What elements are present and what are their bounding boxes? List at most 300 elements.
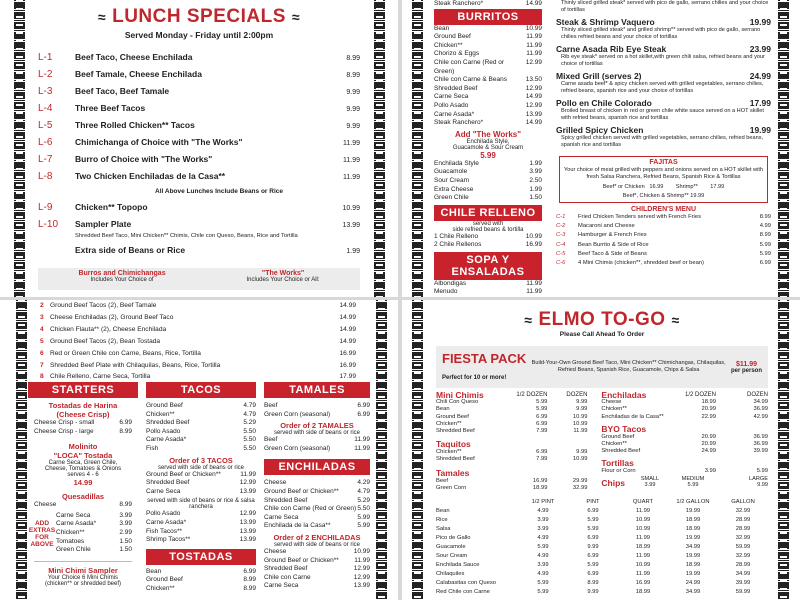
cell: 34.99 — [735, 571, 751, 578]
lunch-specials-panel — [0, 0, 398, 297]
item-name: Albondigas — [434, 279, 467, 287]
item-code: C-1 — [556, 214, 566, 220]
relleno-desc: served with — [472, 220, 504, 227]
item-name: Sampler Plate — [75, 219, 132, 229]
item-price: 5.50 — [243, 427, 256, 435]
menu-row — [146, 428, 256, 437]
works-desc: Enchilada Style, — [466, 138, 510, 145]
mini-chimis-list — [436, 399, 587, 435]
dish-row — [556, 17, 771, 27]
steak-ranchero-row: Steak Ranchero* 14.99 — [434, 0, 542, 7]
item-name: Ground Beef — [434, 33, 471, 41]
cell: 19.99 — [685, 553, 701, 560]
item-price: 13.99 — [353, 582, 370, 590]
item-price: 12.99 — [353, 565, 370, 573]
cell: 29.99 — [572, 477, 588, 484]
menu-row — [264, 411, 370, 420]
molinito-price: 14.99 — [73, 478, 93, 488]
greek-key-border — [778, 0, 789, 297]
menu-row — [146, 471, 256, 480]
cell: 28.99 — [735, 517, 751, 524]
cell: 16.99 — [635, 580, 651, 587]
cell: Sour Cream — [436, 553, 468, 560]
cell: 9.99 — [576, 449, 588, 456]
cell: 4.99 — [537, 553, 549, 560]
cell: Pico de Gallo — [436, 535, 471, 542]
cell: 4.99 — [537, 571, 549, 578]
cell: 32.99 — [572, 484, 588, 491]
cell: 20.99 — [701, 441, 716, 448]
item-name: 2 Chile Rellenos — [434, 241, 482, 249]
item-code: L-3 — [38, 86, 53, 97]
item-price: 3.99 — [119, 511, 132, 519]
extras-list — [56, 512, 138, 555]
item-price: 8.99 — [759, 214, 771, 220]
cell: 28.99 — [735, 562, 751, 569]
cell: 24.99 — [685, 580, 701, 587]
combo-row — [40, 312, 356, 324]
combo-number: 3 — [40, 313, 44, 321]
item-name: Three Rolled Chicken** Tacos — [75, 120, 195, 130]
cell: 39.99 — [753, 448, 768, 455]
taquitos-list — [436, 449, 587, 463]
item-price: 13.99 — [239, 487, 256, 495]
menu-row — [264, 574, 370, 583]
item-price: 11.99 — [354, 436, 370, 444]
lunch-row — [38, 202, 360, 219]
tostadas-harina-title: Tostadas de Harina — [48, 401, 118, 410]
cell: 6.99 — [587, 571, 599, 578]
dish-name: Grilled Spicy Chicken — [556, 125, 644, 135]
menu-row — [146, 479, 256, 488]
cell: Ground Beef — [436, 413, 469, 420]
item-name: Two Chicken Enchiladas de la Casa** — [75, 171, 226, 181]
item-name: Steak Ranchero* — [434, 119, 484, 127]
item-price: 6.99 — [357, 410, 370, 418]
cell: 10.99 — [572, 456, 588, 463]
dish-row — [556, 98, 771, 108]
item-price: 14.99 — [525, 119, 542, 127]
item-code: C-4 — [556, 241, 566, 248]
combo-number: 8 — [40, 373, 44, 381]
item-price: 1.50 — [119, 546, 132, 554]
enchiladas-list — [264, 479, 370, 531]
cell: Bean — [436, 508, 450, 515]
cell: Chilaquiles — [436, 571, 465, 578]
item-price: 11.99 — [343, 140, 360, 147]
combo-row — [40, 336, 356, 348]
works-price: 5.99 — [480, 150, 496, 160]
cell: 18.99 — [635, 544, 651, 551]
cell: Enchilada Sauce — [436, 562, 480, 569]
cell: 6.99 — [536, 413, 548, 420]
cell: 9.99 — [576, 406, 588, 413]
menu-row — [434, 85, 542, 94]
item-price: 8.99 — [346, 55, 360, 62]
kids-row — [556, 213, 771, 222]
menu-row — [264, 436, 370, 445]
works-title: Add "The Works" — [454, 129, 522, 139]
lunch-row — [38, 120, 360, 137]
menu-row — [146, 419, 256, 428]
lunch-row — [38, 171, 360, 188]
menu-row — [264, 557, 370, 566]
order-2-enchiladas-title: Order of 2 ENCHILADAS — [273, 532, 361, 542]
item-price: 13.99 — [239, 518, 256, 526]
combo-name: Red or Green Chile con Carne, Beans, Rice, Tortilla — [50, 349, 201, 357]
cell: 11.99 — [635, 571, 651, 578]
cell: 59.99 — [735, 589, 751, 596]
menu-row — [264, 497, 370, 506]
scroll-ornament-icon: ≈ — [97, 8, 107, 25]
item-name: Chicken** — [56, 528, 85, 536]
dish-name: Carne Asada Rib Eye Steak — [556, 44, 667, 54]
cell: 34.99 — [753, 399, 768, 406]
cell: 19.99 — [685, 571, 701, 578]
item-price: 12.99 — [239, 479, 256, 487]
cell: 36.99 — [753, 433, 768, 440]
cell: 34.99 — [685, 589, 701, 596]
menu-row — [434, 25, 542, 34]
item-code: L-8 — [38, 171, 53, 182]
lunch-subtitle: Served Monday - Friday until 2:00pm — [124, 30, 274, 40]
menu-row — [34, 419, 132, 428]
cell: 4.99 — [537, 508, 549, 515]
item-price: 1.99 — [529, 185, 542, 193]
item-name: Carne Asada* — [56, 520, 97, 528]
burritos-panel — [402, 0, 800, 297]
scroll-ornament-icon: ≈ — [671, 311, 680, 328]
item-price: 9.99 — [346, 123, 360, 130]
item-name: Tomatoes — [56, 537, 85, 545]
cell: Guacamole — [436, 544, 466, 551]
cell: 9.99 — [587, 544, 599, 551]
to-go-right: Enchiladas 1/2 DOZEN DOZEN Cheese 18.99 34.99 Chicken** 20.99 36.99 Enchiladas de la Casa** 22.99 42.99 BYO Tacos Ground Beef 20.99 36.99 Chicken** 20.99 36.99 Shredded Beef 24.99 39.99 Tortillas Flour or Corn 3.99 5.99 Chips SMALL 3.99 MEDIUM 5.99 LARGE 9.99 — [601, 390, 768, 488]
item-name: Extra Cheese — [434, 185, 474, 193]
item-price: 5.29 — [243, 419, 256, 427]
menu-row — [264, 565, 370, 574]
tostadas-list — [146, 568, 256, 594]
cell: 5.99 — [587, 562, 599, 569]
cell: 11.99 — [635, 553, 651, 560]
kids-row — [556, 259, 771, 268]
scroll-ornament-icon: ≈ — [291, 8, 301, 25]
item-name: Burro of Choice with "The Works" — [75, 154, 213, 164]
fiesta-desc: Build-Your-Own Ground Beef Taco, Mini Chicken** Chimichangas, Chilaquilas, Refried Beans, Spanish Rice, Guacamole, Chips & Salsa — [531, 360, 726, 373]
item-name: Ground Beef — [146, 402, 183, 409]
item-price: 5.99 — [759, 250, 771, 257]
item-price: 10.99 — [353, 547, 370, 555]
greek-key-border — [412, 300, 423, 600]
menu-row — [56, 546, 132, 555]
item-name: Shredded Beef — [264, 565, 308, 573]
sides-table — [436, 498, 768, 597]
item-name: Beef Taco & Side of Beans — [578, 250, 647, 257]
item-name: Chorizo & Eggs — [434, 50, 480, 58]
quesadilla-row: Cheese 8.99 — [34, 501, 132, 509]
cell: 32.99 — [735, 535, 751, 542]
cell: Chicken** — [436, 420, 462, 427]
item-name: Sour Cream — [434, 176, 470, 184]
item-name: Beef Taco, Beef Tamale — [75, 86, 170, 96]
menu-row — [434, 111, 542, 120]
relleno-desc: side refried beans & tortilla — [452, 226, 524, 233]
item-name: Carne Seca — [146, 487, 181, 495]
cell: 18.99 — [635, 589, 651, 596]
cell: 7.99 — [536, 456, 548, 463]
item-name: 1 Chile Relleno — [434, 232, 479, 240]
cell: 18.99 — [532, 484, 548, 491]
dish-price: 17.99 — [749, 98, 771, 108]
menu-row — [434, 160, 542, 169]
item-name: Ground Beef or Chicken** — [146, 470, 221, 478]
lunch-row — [38, 154, 360, 171]
menu-row — [146, 436, 256, 445]
lunch-title: ≈ LUNCH SPECIALS ≈ — [97, 6, 301, 27]
menu-row — [434, 280, 542, 289]
item-name: Shredded Beef — [146, 479, 190, 487]
menu-row — [434, 119, 542, 128]
item-price: 11.99 — [526, 33, 542, 41]
menu-row — [434, 59, 542, 76]
cell: 18.99 — [701, 399, 716, 406]
lunch-list — [38, 52, 360, 188]
item-price: 12.99 — [239, 510, 256, 518]
cell: 10.99 — [572, 413, 588, 420]
menu-row — [56, 538, 132, 547]
cell: Chili Con Queso — [436, 399, 479, 406]
order-2-tamales-title: Order of 2 TAMALES — [280, 421, 354, 431]
lunch-list-2 — [38, 202, 360, 236]
kids-row — [556, 250, 771, 259]
dish-row — [556, 125, 771, 135]
menu-row — [264, 505, 370, 514]
sopa-header: SOPA Y ENSALADAS — [434, 252, 542, 280]
item-price: 11.99 — [354, 556, 370, 564]
enchiladas-order-list — [264, 548, 370, 591]
item-code: L-1 — [38, 52, 53, 63]
dish-list — [556, 0, 771, 149]
to-go-subtitle: Please Call Ahead To Order — [559, 331, 645, 338]
combo-name: Chicken Flauta** (2), Cheese Enchilada — [50, 325, 167, 333]
burritos-list — [434, 25, 542, 128]
menu-row — [264, 548, 370, 557]
menu-row — [56, 529, 132, 538]
item-name: Chile con Carne (Red or Green) — [434, 58, 505, 75]
item-price: 6.99 — [357, 402, 370, 409]
tacos-header: TACOS — [146, 382, 256, 398]
menu-row — [434, 93, 542, 102]
item-name: Shredded Beef — [146, 419, 190, 427]
cell: 6.99 — [587, 535, 599, 542]
mini-chimi-sampler-title: Mini Chimi Sampler — [48, 565, 118, 575]
dish-desc: Thinly sliced grilled steak* and grilled shrimp** served with pico de gallo, serrano chilies refried beans and your choice of tortillas — [561, 27, 761, 40]
menu-row — [264, 488, 370, 497]
dish-price: 24.99 — [749, 71, 771, 81]
cell: Chicken** — [601, 441, 627, 448]
combo-price: 14.99 — [339, 313, 356, 321]
item-price: 14.99 — [525, 93, 542, 101]
cell: 3.99 — [537, 517, 549, 524]
combo-row — [40, 348, 356, 360]
menu-row — [434, 194, 542, 203]
cell: Shredded Beef — [436, 428, 475, 435]
item-price: 4.29 — [357, 479, 370, 487]
kids-row — [556, 231, 771, 240]
cell: 5.99 — [587, 526, 599, 533]
cell: 20.99 — [701, 406, 716, 413]
tacos-order-list-2 — [146, 510, 256, 544]
item-name: Cheese — [264, 547, 287, 555]
item-price: 8.99 — [759, 232, 771, 239]
menu-row — [264, 445, 370, 454]
cell: Bean — [436, 406, 450, 413]
item-name: Cheese Crisp - large — [34, 427, 94, 435]
extras-block — [28, 512, 138, 555]
cell: 6.99 — [587, 508, 599, 515]
greek-key-border — [778, 300, 789, 600]
dish-price: 19.99 — [749, 17, 771, 27]
cell: Chicken** — [601, 406, 627, 413]
dish-price: 23.99 — [749, 44, 771, 54]
item-name: Cheese Crisp - small — [34, 419, 95, 426]
togo-tamales-list — [436, 478, 587, 492]
item-price: 5.50 — [243, 436, 256, 444]
cell: 7.99 — [536, 428, 548, 435]
item-price: 13.50 — [525, 76, 542, 84]
cell: 5.99 — [537, 580, 549, 587]
item-price: 5.50 — [243, 444, 256, 452]
kids-row — [556, 241, 771, 250]
menu-row — [146, 402, 256, 411]
item-name: Bean — [146, 567, 162, 575]
item-price: 9.99 — [346, 89, 360, 96]
lunch-row — [38, 137, 360, 154]
combo-price: 14.99 — [339, 337, 356, 345]
item-price: 16.99 — [525, 241, 542, 249]
greek-key-border — [374, 0, 385, 297]
item-price: 5.99 — [357, 522, 370, 530]
cell: Calabasitas con Queso — [436, 580, 496, 587]
menu-row — [146, 568, 256, 577]
item-name: 4 Mini Chimis (chicken**, shredded beef or bean) — [578, 260, 704, 267]
menu-row — [434, 288, 542, 297]
cell: 11.99 — [573, 428, 588, 435]
item-name: Chicken** — [146, 410, 175, 418]
dish-desc: Rib eye steak* served on a hot skillet,with green chili salsa, refried beans and your choice of tortillas — [561, 54, 765, 67]
chile-relleno-header: CHILE RELLENO — [434, 205, 542, 221]
fiesta-pack-box: FIESTA PACK Perfect for 10 or more! Build-Your-Own Ground Beef Taco, Mini Chicken** Chimichangas, Chilaquilas, Refried Beans, Spanish Rice, Guacamole, Chips & Salsa $11.99 per person — [436, 346, 768, 388]
cell: 10.99 — [635, 562, 651, 569]
item-name: Carne Seca — [56, 511, 91, 519]
column-header: GALLON — [731, 499, 755, 506]
item-price: 12.99 — [353, 573, 370, 581]
item-price: 5.29 — [357, 496, 370, 504]
tortillas-title: Tortillas — [601, 458, 634, 469]
item-name: Bean — [434, 24, 450, 32]
item-price: 12.99 — [525, 58, 542, 66]
cell: 5.99 — [536, 399, 548, 406]
dish-name: Steak & Shrimp Vaquero — [556, 17, 655, 27]
sampler-description: Shredded Beef Taco, Mini Chicken** Chimis, Chile con Queso, Beans, Rice and Tortilla — [75, 233, 298, 239]
item-price: 11.99 — [526, 41, 542, 49]
to-go-panel — [402, 300, 800, 600]
tacos-column — [146, 382, 256, 594]
item-price: 13.99 — [525, 110, 542, 118]
cell: 4.99 — [537, 535, 549, 542]
item-name: Fried Chicken Tenders served with French Fries — [578, 214, 701, 220]
item-name: Chile con Carne (Red or Green) — [264, 505, 357, 513]
cell: 36.99 — [753, 406, 768, 413]
item-name: Enchilada Style — [434, 159, 479, 167]
menu-row — [434, 186, 542, 195]
cell: 24.99 — [701, 448, 716, 455]
item-name: Chile con Carne & Beans — [434, 76, 507, 84]
item-name: Beef — [264, 402, 278, 409]
item-price: 4.79 — [243, 410, 256, 418]
column-header: 1/2 GALLON — [676, 499, 710, 506]
combo-number: 7 — [40, 361, 44, 369]
cell: Rice — [436, 517, 448, 524]
greek-key-border — [412, 0, 423, 297]
burritos-header: BURRITOS — [434, 9, 542, 25]
item-name: Ground Beef or Chicken** — [264, 556, 339, 564]
dish-desc: Broiled breast of chicken in red or green chile white sauce served on a HOT skillet with refried beans, spanish rice and tortillas — [561, 108, 764, 121]
item-name: Beef Tamale, Cheese Enchilada — [75, 69, 202, 79]
item-name: Shredded Beef — [434, 84, 478, 92]
tamales-header: TAMALES — [264, 382, 370, 398]
item-price: 10.99 — [525, 24, 542, 32]
cell: 36.99 — [753, 441, 768, 448]
cell: Ground Beef — [601, 433, 635, 440]
item-name: Pollo Asado — [146, 427, 181, 435]
item-price: 12.99 — [525, 84, 542, 92]
item-name: Hamburger & French Fries — [578, 232, 647, 239]
cell: 9.99 — [576, 399, 588, 406]
cell: 6.99 — [536, 449, 548, 456]
menu-row — [264, 582, 370, 591]
item-price: 1.99 — [529, 159, 542, 167]
item-name: Enchilada de la Casa** — [264, 522, 331, 530]
item-price: 8.99 — [346, 72, 360, 79]
item-code: L-7 — [38, 154, 53, 165]
cell: Red Chile con Carne — [436, 589, 490, 596]
item-name: Chicken** — [146, 584, 175, 592]
item-price: 4.99 — [759, 223, 771, 230]
combo-price: 16.99 — [339, 361, 356, 369]
menu-row — [264, 402, 370, 411]
dish-row — [556, 71, 771, 81]
menu-row — [264, 522, 370, 531]
cell: 11.99 — [635, 535, 651, 542]
item-name: Shrimp Tacos** — [146, 536, 191, 544]
cell: Shredded Beef — [601, 448, 641, 455]
item-name: Fish — [146, 444, 159, 452]
combo-name: Shredded Beef Plate with Chilaquilas, Beans, Rice, Tortilla — [50, 361, 221, 369]
item-name: Pollo Asado — [146, 510, 181, 518]
cell: 10.99 — [635, 526, 651, 533]
tostadas-header: TOSTADAS — [146, 549, 256, 565]
item-code: L-5 — [38, 120, 53, 131]
item-code: L-4 — [38, 103, 53, 114]
item-name: Bean Burrito & Side of Rice — [578, 241, 649, 248]
dish-desc: Thinly sliced grilled steak* served with pico de gallo, serrano chilies and your choice of tortillas — [561, 0, 769, 13]
column-header: PINT — [586, 499, 600, 506]
item-price: 11.99 — [526, 50, 542, 58]
menu-row — [146, 536, 256, 545]
item-price: 2.50 — [529, 176, 542, 184]
item-name: Carne Seca — [264, 582, 299, 590]
